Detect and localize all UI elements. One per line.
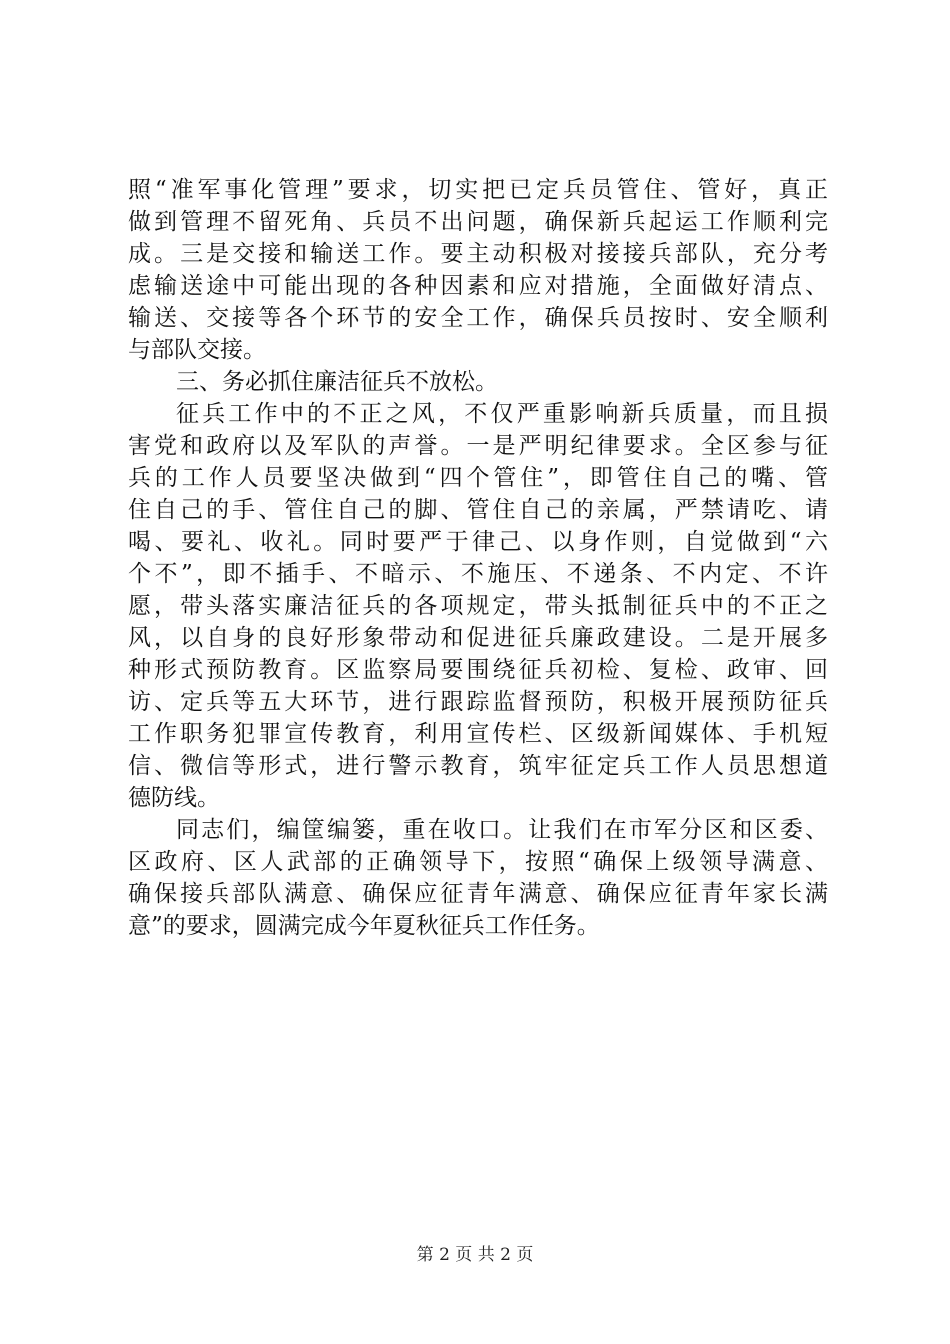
body-text-line: 住自己的手、管住自己的脚、管住自己的亲属，严禁请吃、请: [128, 497, 828, 523]
body-text-line: 同志们，编筐编篓，重在收口。让我们在市军分区和区委、: [176, 817, 828, 843]
body-text-line: 信、微信等形式，进行警示教育，筑牢征定兵工作人员思想道: [128, 753, 828, 779]
body-text-line: 兵的工作人员要坚决做到“四个管住”，即管住自己的嘴、管: [128, 465, 828, 491]
body-text-line: 成。三是交接和输送工作。要主动积极对接接兵部队，充分考: [128, 241, 828, 267]
body-text-line: 喝、要礼、收礼。同时要严于律己、以身作则，自觉做到“六: [128, 529, 828, 555]
body-text-line: 确保接兵部队满意、确保应征青年满意、确保应征青年家长满: [128, 881, 828, 907]
body-text-line: 输送、交接等各个环节的安全工作，确保兵员按时、安全顺利: [128, 305, 828, 331]
page-number-footer: 第 2 页 共 2 页: [416, 1245, 534, 1265]
body-text-line: 照“准军事化管理”要求，切实把已定兵员管住、管好，真正: [128, 177, 828, 203]
body-text-line: 愿，带头落实廉洁征兵的各项规定，带头抵制征兵中的不正之: [128, 593, 828, 619]
body-text-line: 工作职务犯罪宣传教育，利用宣传栏、区级新闻媒体、手机短: [128, 721, 828, 747]
body-text-line: 意”的要求，圆满完成今年夏秋征兵工作任务。: [128, 913, 600, 939]
body-text-line: 德防线。: [128, 785, 220, 811]
body-text-line: 与部队交接。: [128, 337, 266, 363]
section-heading: 三、务必抓住廉洁征兵不放松。: [176, 369, 498, 395]
body-text-line: 风，以自身的良好形象带动和促进征兵廉政建设。二是开展多: [128, 625, 828, 651]
body-text-line: 害党和政府以及军队的声誉。一是严明纪律要求。全区参与征: [128, 433, 828, 459]
body-text-line: 区政府、区人武部的正确领导下，按照“确保上级领导满意、: [128, 849, 828, 875]
body-text-line: 做到管理不留死角、兵员不出问题，确保新兵起运工作顺利完: [128, 209, 828, 235]
body-text-line: 虑输送途中可能出现的各种因素和应对措施，全面做好清点、: [128, 273, 828, 299]
body-text-line: 访、定兵等五大环节，进行跟踪监督预防，积极开展预防征兵: [128, 689, 828, 715]
body-text-line: 征兵工作中的不正之风，不仅严重影响新兵质量，而且损: [176, 401, 828, 427]
body-text-line: 个不”，即不插手、不暗示、不施压、不递条、不内定、不许: [128, 561, 828, 587]
body-text-line: 种形式预防教育。区监察局要围绕征兵初检、复检、政审、回: [128, 657, 828, 683]
